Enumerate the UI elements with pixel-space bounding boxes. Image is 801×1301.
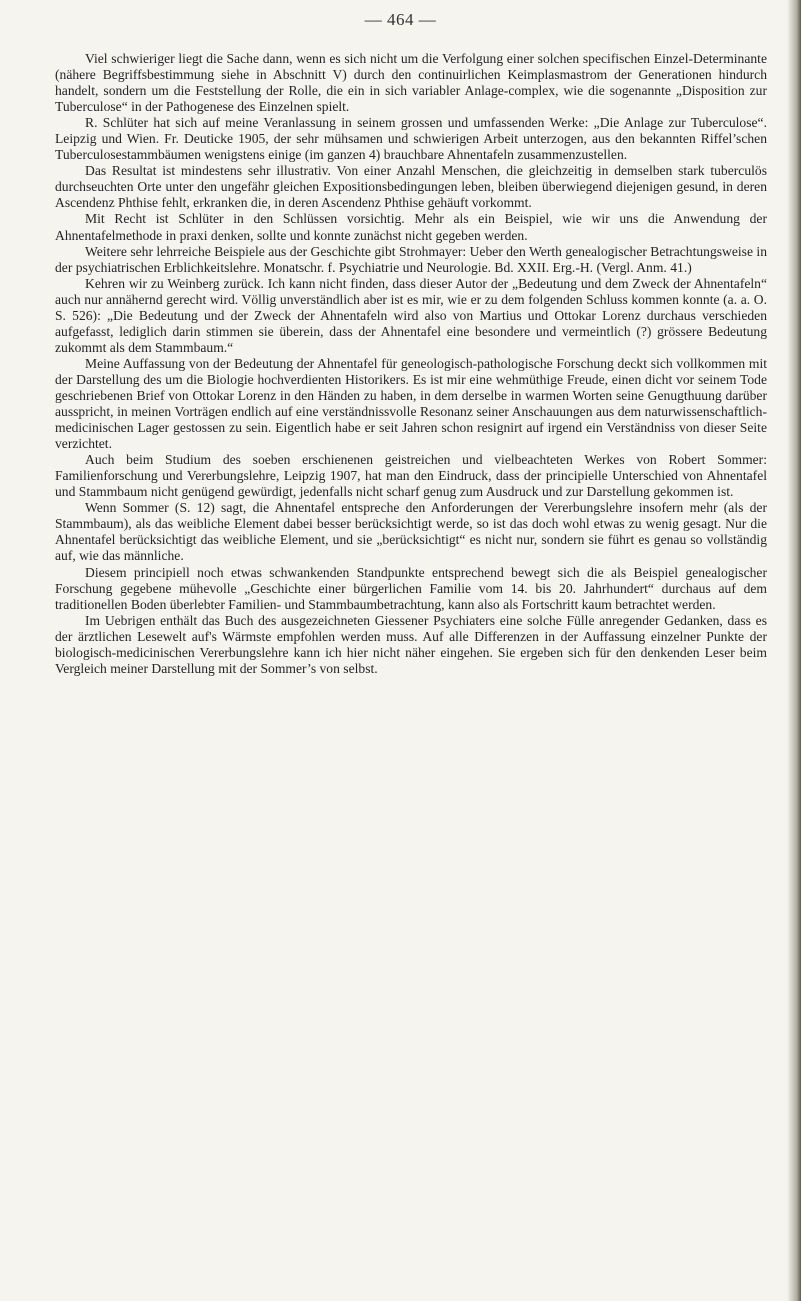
paragraph: Auch beim Studium des soeben erschienenen geistreichen und vielbeachteten Werkes von Robert Sommer: Familienforschung und Vererbungslehre, Leipzig 1907, hat man den Eindruck, dass der principielle Unterschied von Ahnentafel und Stammbaum nicht genügend gewürdigt, jedenfalls nicht scharf genug zum Ausdruck und zur Darstellung gekommen ist. xyxy=(55,452,767,500)
paragraph: Weitere sehr lehrreiche Beispiele aus der Geschichte gibt Strohmayer: Ueber den Werth genealogischer Betrachtungsweise in der psychiatrischen Erblichkeitslehre. Monatschr. f. Psychiatrie und Neurologie. Bd. XXII. Erg.-H. (Vergl. Anm. 41.) xyxy=(55,243,767,275)
paragraph: Das Resultat ist mindestens sehr illustrativ. Von einer Anzahl Menschen, die gleichzeitig in demselben stark tuberculös durchseuchten Orte unter den ungefähr gleichen Expositionsbedingungen leben, bleiben überwiegend diejenigen gesund, in deren Ascendenz Phthise fehlt, erkranken die, in deren Ascendenz Phthise gehäuft vorkommt. xyxy=(55,163,767,211)
paragraph: Im Uebrigen enthält das Buch des ausgezeichneten Giessener Psychiaters eine solche Fülle anregender Gedanken, dass es der ärztlichen Lesewelt auf's Wärmste empfohlen werden muss. Auf alle Differenzen in der Auffassung einzelner Punkte der biologisch-medicinischen Vererbungslehre kann ich hier nicht näher eingehen. Sie ergeben sich für den denkenden Leser beim Vergleich meiner Darstellung mit der Sommer’s von selbst. xyxy=(55,612,767,676)
page-number: — 464 — xyxy=(364,10,437,29)
paragraph: Viel schwieriger liegt die Sache dann, wenn es sich nicht um die Verfolgung einer solchen specifischen Einzel-Determinante (nähere Begriffsbestimmung siehe in Abschnitt V) durch den continuirlichen Keimplasmastrom der Generationen hindurch handelt, sondern um die Feststellung der Rolle, die ein in sich variabler Anlage-complex, wie die sogenannte „Disposition zur Tuberculose“ in der Pathogenese des Einzelnen spielt. xyxy=(55,51,767,115)
paragraph: Kehren wir zu Weinberg zurück. Ich kann nicht finden, dass dieser Autor der „Bedeutung und dem Zweck der Ahnentafeln“ auch nur annähernd gerecht wird. Völlig unverständlich aber ist es mir, wie er zu dem folgenden Schluss kommen konnte (a. a. O. S. 526): „Die Bedeutung und der Zweck der Ahnentafeln wird also von Martius und Ottokar Lorenz durchaus verschieden aufgefasst, lediglich darin stimmen sie überein, dass der Ahnentafel eine besondere und vermeintlich (?) grössere Bedeutung zukommt als dem Stammbaum.“ xyxy=(55,275,767,355)
paragraph: Mit Recht ist Schlüter in den Schlüssen vorsichtig. Mehr als ein Beispiel, wie wir uns die Anwendung der Ahnentafelmethode in praxi denken, sollte und konnte zunächst nicht gegeben werden. xyxy=(55,211,767,243)
body-text xyxy=(55,51,767,677)
paragraph: Diesem principiell noch etwas schwankenden Standpunkte entsprechend bewegt sich die als Beispiel genealogischer Forschung gegebene mühevolle „Geschichte einer bürgerlichen Familie vom 14. bis 20. Jahrhundert“ durchaus auf dem traditionellen Boden überlebter Familien- und Stammbaumbetrachtung, kann also als Fortschritt kaum betrachtet werden. xyxy=(55,564,767,612)
paragraph: Meine Auffassung von der Bedeutung der Ahnentafel für geneologisch-pathologische Forschung deckt sich vollkommen mit der Darstellung des um die Biologie hochverdienten Historikers. Es ist mir eine wehmüthige Freude, einen dicht vor seinem Tode geschriebenen Brief von Ottokar Lorenz in den Händen zu haben, in dem derselbe in warmen Worten seine Genugthuung darüber ausspricht, in meinen Vorträgen endlich auf eine verständnissvolle Resonanz seiner Anschauungen aus dem naturwissenschaftlich-medicinischen Lager gestossen zu sein. Eigentlich habe er seit Jahren schon resignirt auf irgend ein Verständniss von dieser Seite verzichtet. xyxy=(55,355,767,452)
paragraph: R. Schlüter hat sich auf meine Veranlassung in seinem grossen und umfassenden Werke: „Die Anlage zur Tuberculose“. Leipzig und Wien. Fr. Deuticke 1905, der sehr mühsamen und schwierigen Arbeit unterzogen, aus den bekannten Riffel’schen Tuberculosestammbäumen wenigstens einige (im ganzen 4) brauchbare Ahnentafeln zusammenzustellen. xyxy=(55,115,767,163)
paragraph: Wenn Sommer (S. 12) sagt, die Ahnentafel entspreche den Anforderungen der Vererbungslehre insofern mehr (als der Stammbaum), als das weibliche Element dabei besser berücksichtigt werde, so ist das doch wohl etwas zu wenig gesagt. Nur die Ahnentafel berücksichtigt das weibliche Element, und sie „berücksichtigt“ es nicht nur, sondern sie führt es genau so vollständig auf, wie das männliche. xyxy=(55,500,767,564)
page-edge-shadow xyxy=(787,0,801,1301)
